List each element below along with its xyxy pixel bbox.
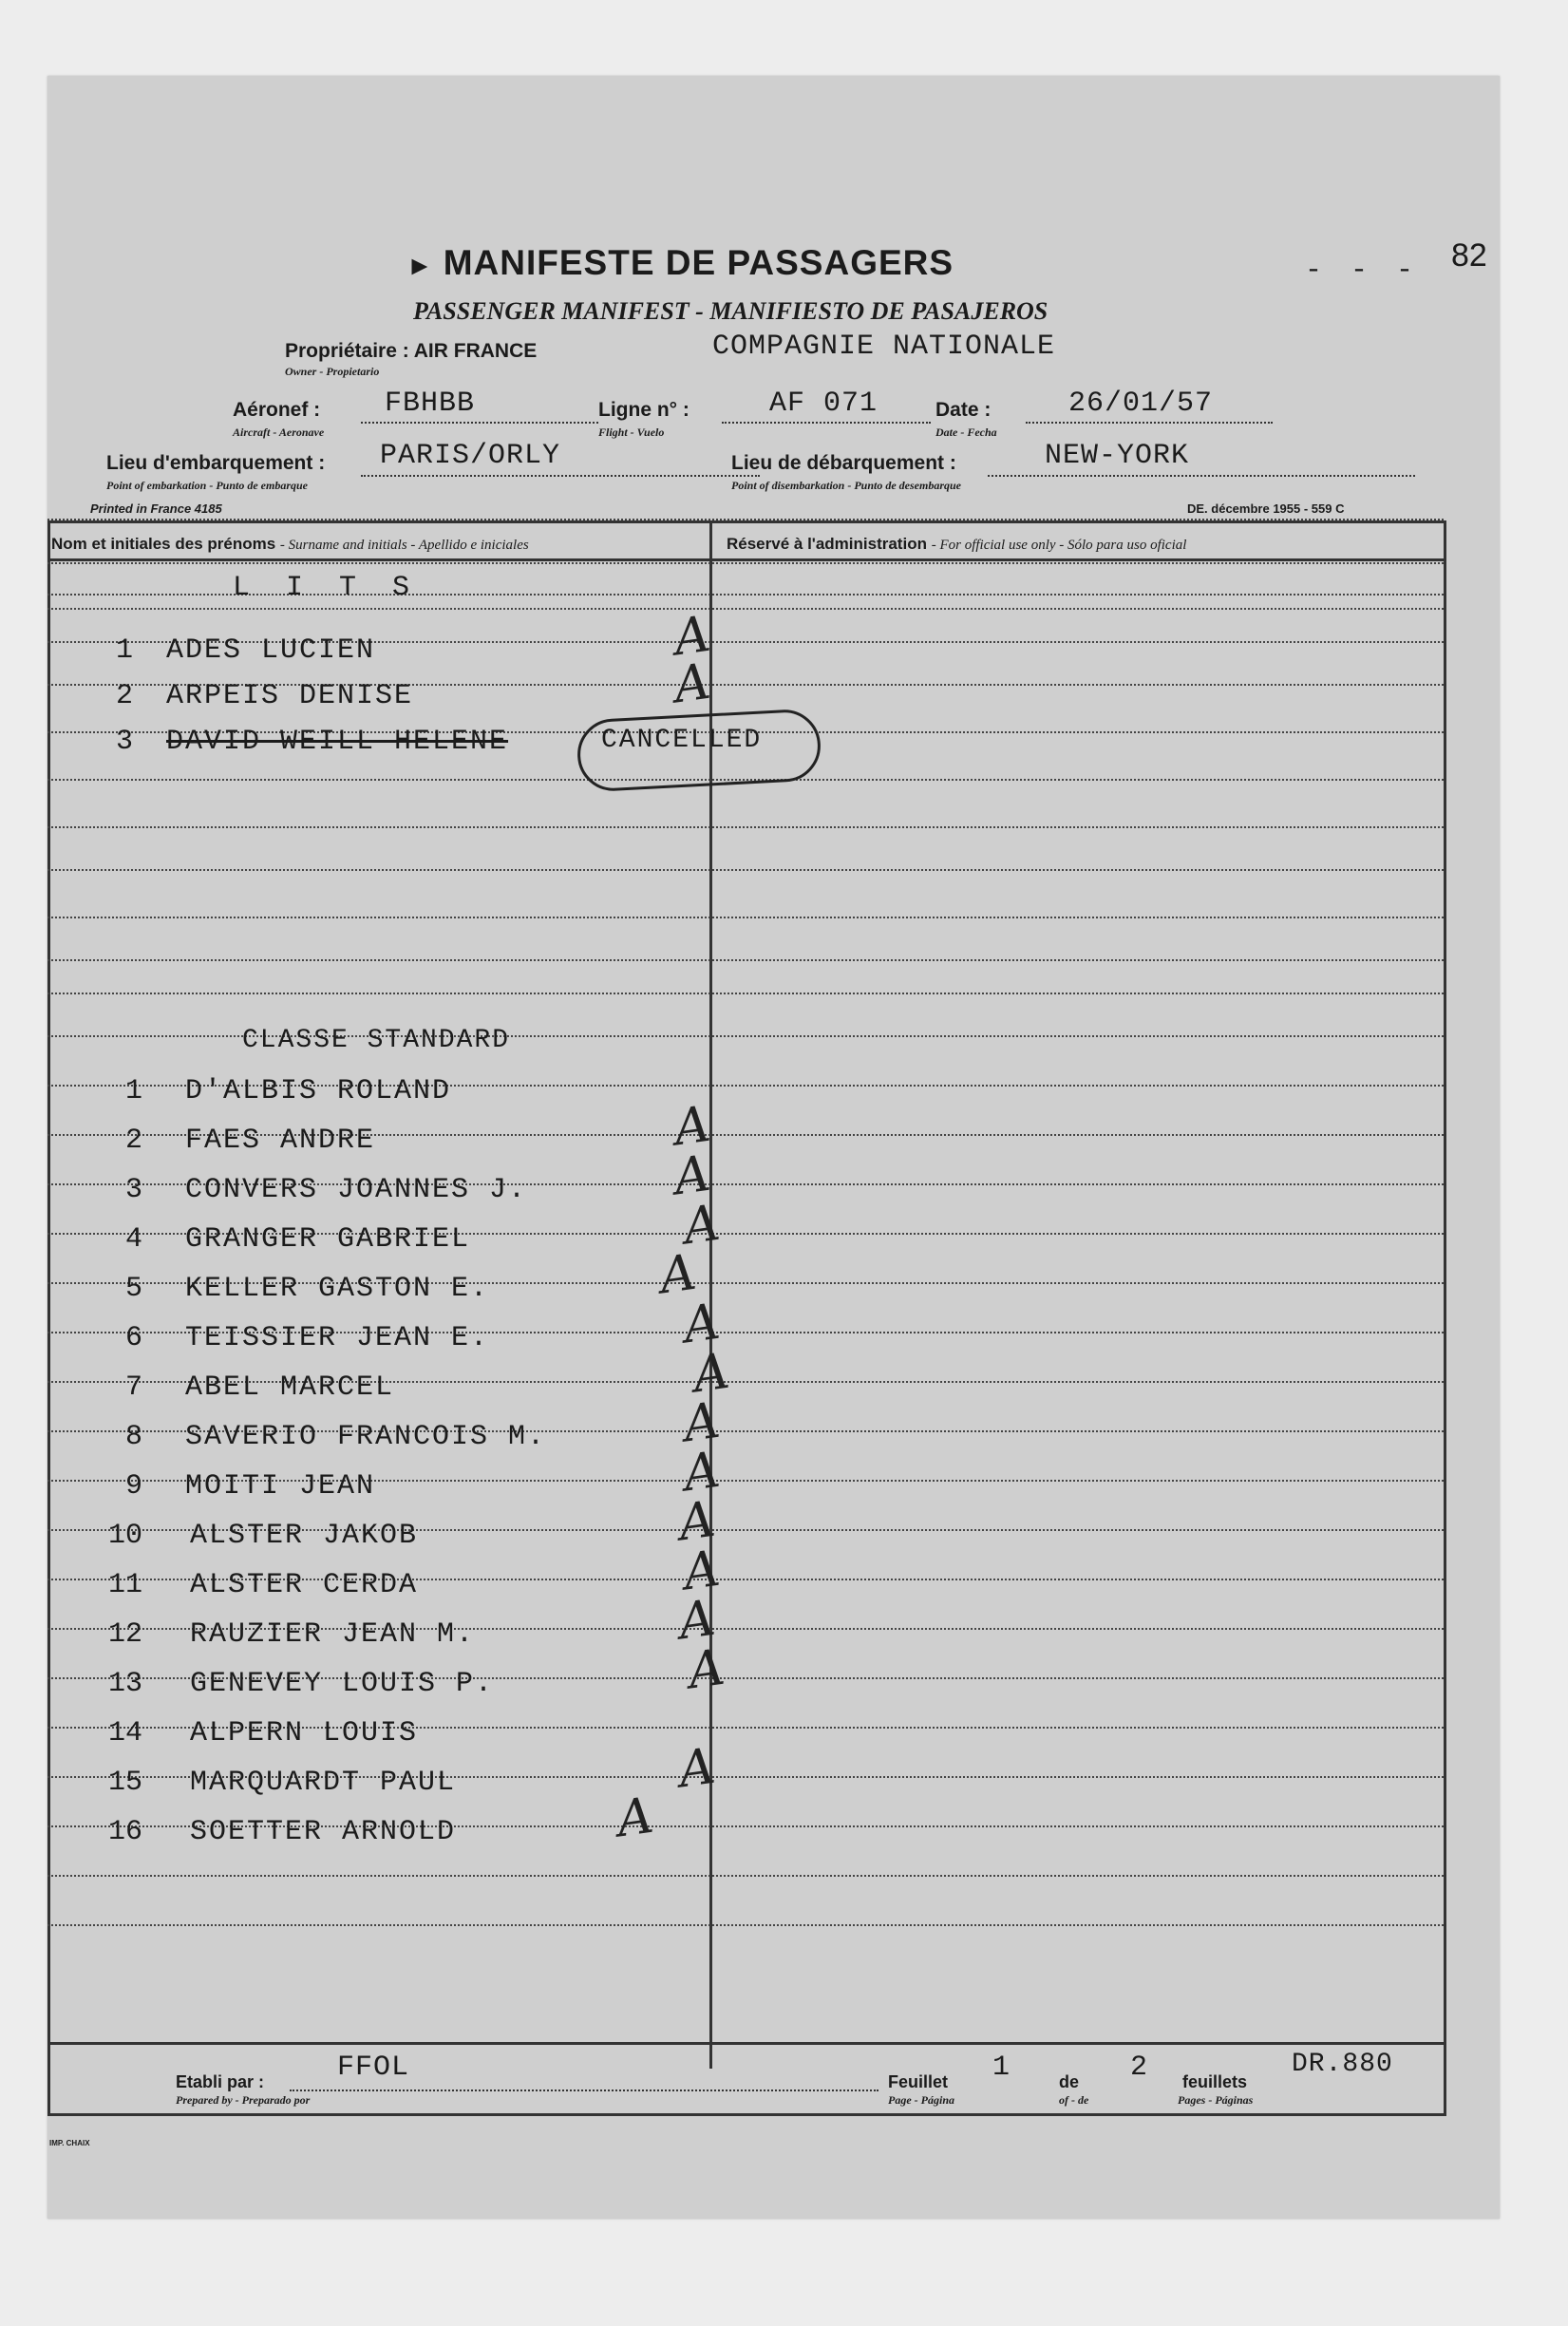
disembark-value: NEW-YORK (1045, 440, 1190, 472)
of-sub: of - de (1059, 2093, 1089, 2107)
col-header-left (51, 535, 529, 554)
disembark-sub: Point of disembarkation - Punto de desembarque (731, 479, 962, 492)
lits-name-cancelled: DAVID-WEILL HELENE (166, 726, 509, 758)
sheet-value: 1 (992, 2052, 1011, 2084)
prepared-line (290, 2090, 878, 2091)
disembark-line (988, 475, 1415, 477)
ruled-line (47, 826, 1444, 828)
lits-num: 1 (115, 634, 133, 667)
manifest-title (406, 243, 954, 283)
cancelled-mark: CANCELLED (601, 726, 763, 755)
approval-mark: A (671, 1095, 714, 1158)
flight-line (722, 422, 931, 424)
passenger-name: CONVERS JOANNES J. (185, 1174, 528, 1206)
approval-mark: A (680, 1441, 724, 1503)
pages-label: feuillets (1182, 2072, 1248, 2091)
approval-mark: A (671, 1144, 714, 1207)
passenger-name: MOITI JEAN (185, 1470, 376, 1503)
printed-note: Printed in France 4185 (90, 501, 222, 516)
sheet-sub: Page - Página (888, 2093, 954, 2107)
passenger-name: KELLER GASTON E. (185, 1273, 490, 1305)
ruled-line (47, 959, 1444, 961)
disembark-label: Lieu de débarquement : (731, 452, 956, 474)
passenger-name: GRANGER GABRIEL (185, 1223, 471, 1256)
ruled-line (47, 608, 1444, 610)
approval-mark: A (675, 1490, 719, 1553)
of-value: 2 (1130, 2052, 1149, 2084)
passenger-name: ABEL MARCEL (185, 1371, 395, 1404)
approval-mark: A (675, 1737, 719, 1800)
approval-mark: A (614, 1787, 657, 1849)
passenger-name: SOETTER ARNOLD (190, 1816, 457, 1848)
approval-mark: A (680, 1194, 724, 1257)
pages-sub: Pages - Páginas (1178, 2093, 1254, 2107)
date-value: 26/01/57 (1068, 388, 1214, 420)
lits-num: 3 (115, 726, 133, 758)
of-label: de (1059, 2072, 1080, 2091)
approval-mark: A (680, 1540, 724, 1602)
passenger-name: TEISSIER JEAN E. (185, 1322, 490, 1354)
passenger-number: 7 (124, 1371, 142, 1404)
lits-name: ADES LUCIEN (166, 634, 376, 667)
document-ref: DR.880 (1292, 2050, 1393, 2079)
flight-label: Ligne n° : (598, 399, 690, 421)
ruled-line (47, 917, 1444, 918)
embark-line (361, 475, 760, 477)
passenger-name: SAVERIO FRANCOIS M. (185, 1421, 547, 1453)
approval-mark: A (685, 1638, 728, 1701)
passenger-number: 13 (107, 1668, 142, 1700)
lits-name: ARPEIS DENISE (166, 680, 414, 712)
date-label: Date : (935, 399, 992, 421)
ruled-line (47, 1924, 1444, 1926)
passenger-number: 16 (107, 1816, 142, 1848)
passenger-name: MARQUARDT PAUL (190, 1767, 457, 1799)
passenger-number: 8 (124, 1421, 142, 1453)
sheet-label: Feuillet (888, 2072, 949, 2091)
manifest-subtitle: PASSENGER MANIFEST - MANIFIESTO DE PASAJEROS (413, 297, 1048, 325)
passenger-number: 4 (124, 1223, 142, 1256)
owner-sub: Owner - Propietario (285, 365, 380, 378)
tiny-print: IMP. CHAIX (49, 2139, 90, 2147)
approval-mark: A (671, 652, 714, 715)
aircraft-label: Aéronef : (233, 399, 321, 421)
passenger-number: 2 (124, 1125, 142, 1157)
aircraft-sub: Aircraft - Aeronave (233, 425, 325, 439)
owner-label: Propriétaire : AIR FRANCE (285, 340, 538, 362)
passenger-number: 5 (124, 1273, 142, 1305)
ruled-line (47, 519, 1444, 520)
approval-mark: A (690, 1342, 733, 1405)
section-lits: L I T S (233, 572, 420, 604)
passenger-name: RAUZIER JEAN M. (190, 1618, 476, 1651)
footer-rule (47, 2042, 1444, 2045)
embark-sub: Point of embarkation - Punto de embarque (106, 479, 309, 492)
passenger-number: 15 (107, 1767, 142, 1799)
section-standard: CLASSE STANDARD (242, 1026, 511, 1055)
prepared-value: FFOL (337, 2052, 410, 2084)
col-left-label: Nom et initiales des prénoms (51, 535, 276, 553)
passenger-number: 6 (124, 1322, 142, 1354)
passenger-number: 10 (107, 1520, 142, 1552)
aircraft-value: FBHBB (385, 388, 476, 420)
page-dashes: - - - (1305, 255, 1420, 287)
passenger-name: ALPERN LOUIS (190, 1717, 419, 1749)
embark-value: PARIS/ORLY (380, 440, 561, 472)
flight-value: AF 071 (769, 388, 878, 420)
passenger-name: FAES ANDRE (185, 1125, 376, 1157)
ruled-line (47, 993, 1444, 994)
passenger-name: ALSTER CERDA (190, 1569, 419, 1601)
lits-num: 2 (115, 680, 133, 712)
approval-mark: A (680, 1391, 724, 1454)
manifest-sheet (47, 76, 1500, 2219)
passenger-name: ALSTER JAKOB (190, 1520, 419, 1552)
passenger-number: 11 (107, 1569, 142, 1601)
passenger-number: 9 (124, 1470, 142, 1503)
flight-sub: Flight - Vuelo (598, 425, 665, 439)
form-code: DE. décembre 1955 - 559 C (1187, 501, 1345, 516)
prepared-label: Etabli par : (176, 2072, 265, 2091)
ruled-line (47, 1875, 1444, 1877)
owner-value: COMPAGNIE NATIONALE (712, 331, 1056, 363)
passenger-number: 14 (107, 1717, 142, 1749)
approval-mark: A (675, 1589, 719, 1652)
col-left-sub: - Surname and initials - Apellido e iniciales (279, 538, 529, 553)
ruled-line (47, 562, 1444, 564)
page-number: 82 (1451, 237, 1487, 274)
passenger-number: 3 (124, 1174, 142, 1206)
prepared-sub: Prepared by - Preparado por (176, 2093, 311, 2107)
date-line (1026, 422, 1273, 424)
header-rule (47, 558, 1444, 561)
col-right-sub: - For official use only - Sólo para uso oficial (931, 538, 1187, 553)
table-right-border (1444, 520, 1446, 2116)
approval-mark: A (671, 605, 714, 668)
embark-label: Lieu d'embarquement : (106, 452, 326, 474)
date-sub: Date - Fecha (935, 425, 997, 439)
passenger-number: 1 (124, 1075, 142, 1107)
approval-mark: A (656, 1243, 700, 1306)
passenger-name: D'ALBIS ROLAND (185, 1075, 452, 1107)
ruled-line (47, 869, 1444, 871)
passenger-number: 12 (107, 1618, 142, 1651)
approval-mark: A (680, 1293, 724, 1355)
col-header-right (727, 535, 1186, 554)
arrow-icon: ► (406, 251, 434, 280)
aircraft-line (361, 422, 598, 424)
col-right-label: Réservé à l'administration (727, 535, 927, 553)
passenger-name: GENEVEY LOUIS P. (190, 1668, 495, 1700)
title-text: MANIFESTE DE PASSAGERS (443, 243, 954, 282)
